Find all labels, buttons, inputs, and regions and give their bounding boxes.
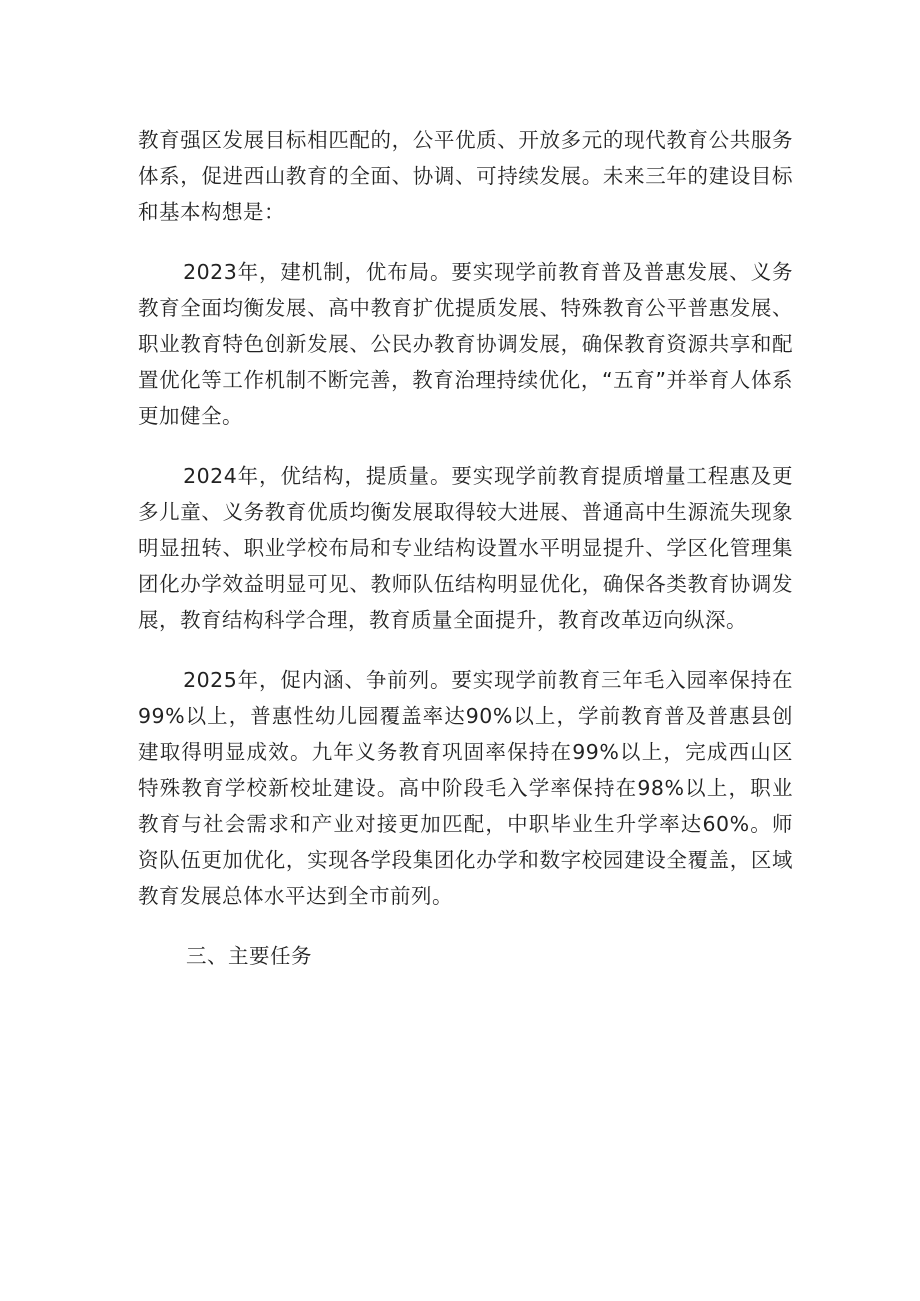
paragraph-2024-goals: 2024年，优结构，提质量。要实现学前教育提质增量工程惠及更多儿童、义务教育优质均衡发展取得较大进展、普通高中生源流失现象明显扭转、职业学校布局和专业结构设置水平明显提升、学区化管理集团化办学效益明显可见、教师队伍结构明显优化，确保各类教育协调发展，教育结构科学合理，教育质量全面提升，教育改革迈向纵深。 (138, 464, 793, 632)
document-body (138, 122, 793, 974)
paragraph-intro-continuation: 教育强区发展目标相匹配的，公平优质、开放多元的现代教育公共服务体系，促进西山教育的全面、协调、可持续发展。未来三年的建设目标和基本构想是： (138, 128, 793, 224)
paragraph-2023-goals: 2023年，建机制，优布局。要实现学前教育普及普惠发展、义务教育全面均衡发展、高中教育扩优提质发展、特殊教育公平普惠发展、职业教育特色创新发展、公民办教育协调发展，确保教育资源共享和配置优化等工作机制不断完善，教育治理持续优化，“五育”并举育人体系更加健全。 (138, 260, 793, 428)
section-heading-main-tasks: 三、主要任务 (186, 944, 312, 968)
paragraph-2025-goals: 2025年，促内涵、争前列。要实现学前教育三年毛入园率保持在99%以上，普惠性幼儿园覆盖率达90%以上，学前教育普及普惠县创建取得明显成效。九年义务教育巩固率保持在99%以上，完成西山区特殊教育学校新校址建设。高中阶段毛入学率保持在98%以上，职业教育与社会需求和产业对接更加匹配，中职毕业生升学率达60%。师资队伍更加优化，实现各学段集团化办学和数字校园建设全覆盖，区域教育发展总体水平达到全市前列。 (138, 668, 793, 908)
